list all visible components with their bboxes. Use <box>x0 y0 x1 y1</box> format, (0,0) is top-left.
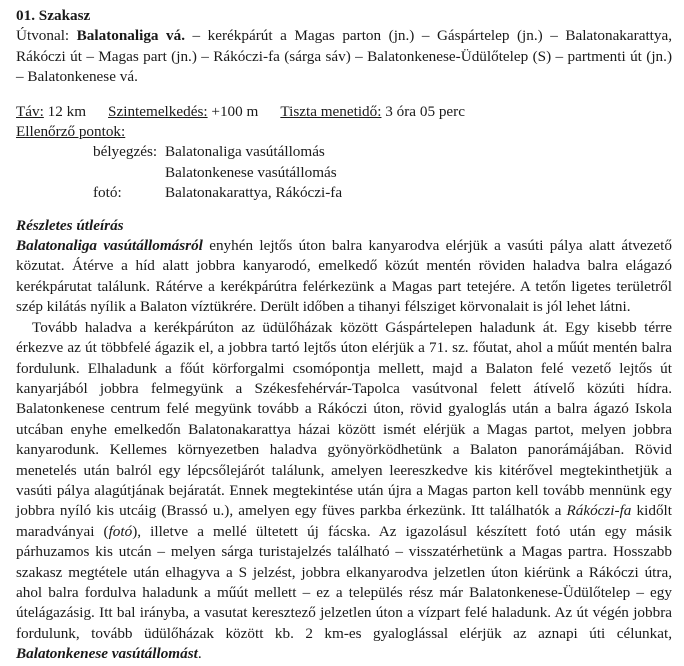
stamp-row-1 <box>16 142 672 162</box>
route-start: Balatonaliga vá. <box>76 27 186 45</box>
paragraph-2 <box>16 318 672 665</box>
photo-value: Balatonakarattya, Rákóczi-fa <box>165 184 343 202</box>
destination: Balatonkenese vasútállomást <box>16 645 198 663</box>
spacer <box>93 163 165 183</box>
spacer <box>16 183 93 203</box>
spacer <box>16 142 93 162</box>
elevation-label: Szintemelkedés: <box>108 102 208 120</box>
paragraph-2-c: ), illetve a mellé ültetett új fácska. Az igazolásul készített fotó után egy másik párhuzamos kis utcán – melyen sárga turistajelzés található – visszatérhetünk a Magas partra. Hosszabb szakasz megtétele után elhagyva a S jelzést, jobbra elkanyarodva jelzetlen úton kiérünk a Rákóczi útra, ahol balra fordulva haladunk a műút mellett – ez a település rész már Balatonkenese-Üdülőtelep – egy útelágazásig. Itt bal irányba, a vasutat keresztező jelzetlen úton a vízpart felé haladunk. Az út végén jobbra fordulunk, tovább üdülőházak között kb. 2 km-es gyaloglással elérjük az aznapi úti célunkat, <box>16 522 672 642</box>
paragraph-1 <box>16 236 672 318</box>
spacer <box>16 204 672 216</box>
stats-line <box>16 102 672 122</box>
distance-value: 12 km <box>43 102 87 120</box>
section-title: 01. Szakasz <box>16 7 91 24</box>
spacer <box>16 88 672 102</box>
distance-label: Táv: <box>16 102 44 120</box>
paragraph-1-start: Balatonaliga vasútállomásról <box>16 237 203 255</box>
paragraph-2-period: . <box>197 645 202 663</box>
paragraph-2-b: kidőlt maradványai ( <box>16 502 672 540</box>
stamp-row-2 <box>16 163 672 183</box>
foto-ref: fotó <box>108 522 133 540</box>
stamp-2: Balatonkenese vasútállomás <box>165 163 337 181</box>
time-label: Tiszta menetidő: <box>280 102 382 120</box>
photo-row <box>16 183 672 203</box>
route-line <box>16 26 672 87</box>
route-label: Útvonal: <box>16 27 70 45</box>
photo-label: fotó: <box>93 184 122 202</box>
spacer <box>16 163 93 183</box>
rakoczi-fa-ref: Rákóczi-fa <box>566 502 632 520</box>
stamp-label: bélyegzés: <box>93 143 158 161</box>
checkpoints-heading: Ellenőrző pontok: <box>16 123 126 141</box>
paragraph-2-a: Tovább haladva a kerékpárúton az üdülőházak között Gáspártelepen haladunk át. Egy kisebb térre érkezve az út többfelé ágazik el, a jobbra tartó lejtős úton elérjük a 71. sz. főutat, ahol a műút mentén balra fordulunk. Elhaladunk a főút körforgalmi csomópontja mellett, majd a Balaton felé vezető lejtős út kanyarjából jobbra felmegyünk a Székesfehérvár-Tapolca vasútvonal felett átívelő közúti hídra. Balatonkenese centrum felé megyünk tovább a Rákóczi úton, rövid gyaloglás után a balra ágazó Iskola utcában enyhe emelkedőn Balatonakarattya házai között ismét elérjük a Magas partot, melyen jobbra kanyarodunk. Kellemes környezetben haladva gyönyörködhetünk a Balaton panorámájában. Rövid menetelés után balról egy lépcsőlejárót találunk, amelyen leereszkedve kis kitérővel megtekinthetjük a vasúti pálya alagútjának bejáratát. Ennek megtekintése után újra a Magas parton kell tovább mennünk egy jobbra nyíló kis utcáig (Brassó u.), amelyen egy füves parkba érkezünk. Itt találhatók a <box>16 318 672 520</box>
route-rest: – kerékpárút a Magas parton (jn.) – Gáspártelep (jn.) – Balatonakarattya, Rákóczi út – Magas part (jn.) – Rákóczi-fa (sárga sáv) – Balatonkenese-Üdülőtelep (S) – partmenti út (jn.) – Balatonkenese vá. <box>16 27 673 86</box>
description-heading: Részletes útleírás <box>16 216 124 234</box>
stamp-1: Balatonaliga vasútállomás <box>165 143 325 161</box>
elevation-value: +100 m <box>207 102 259 120</box>
paragraph-1-rest: enyhén lejtős úton balra kanyarodva elérjük a vasúti pálya alatt átvezető közutat. Átérve a híd alatt jobbra kanyarodó, emelkedő közút mentén röviden haladva balra elágazó kerékpárutat találunk. Rátérve a kerékpárútra felérkezünk a Magas part tetejére. A tetőn ligetes területről szép kilátás nyílik a Balaton víztükrére. Derült időben a tihanyi félsziget körvonalait is jól lehet látni. <box>16 237 672 316</box>
time-value: 3 óra 05 perc <box>381 102 465 120</box>
